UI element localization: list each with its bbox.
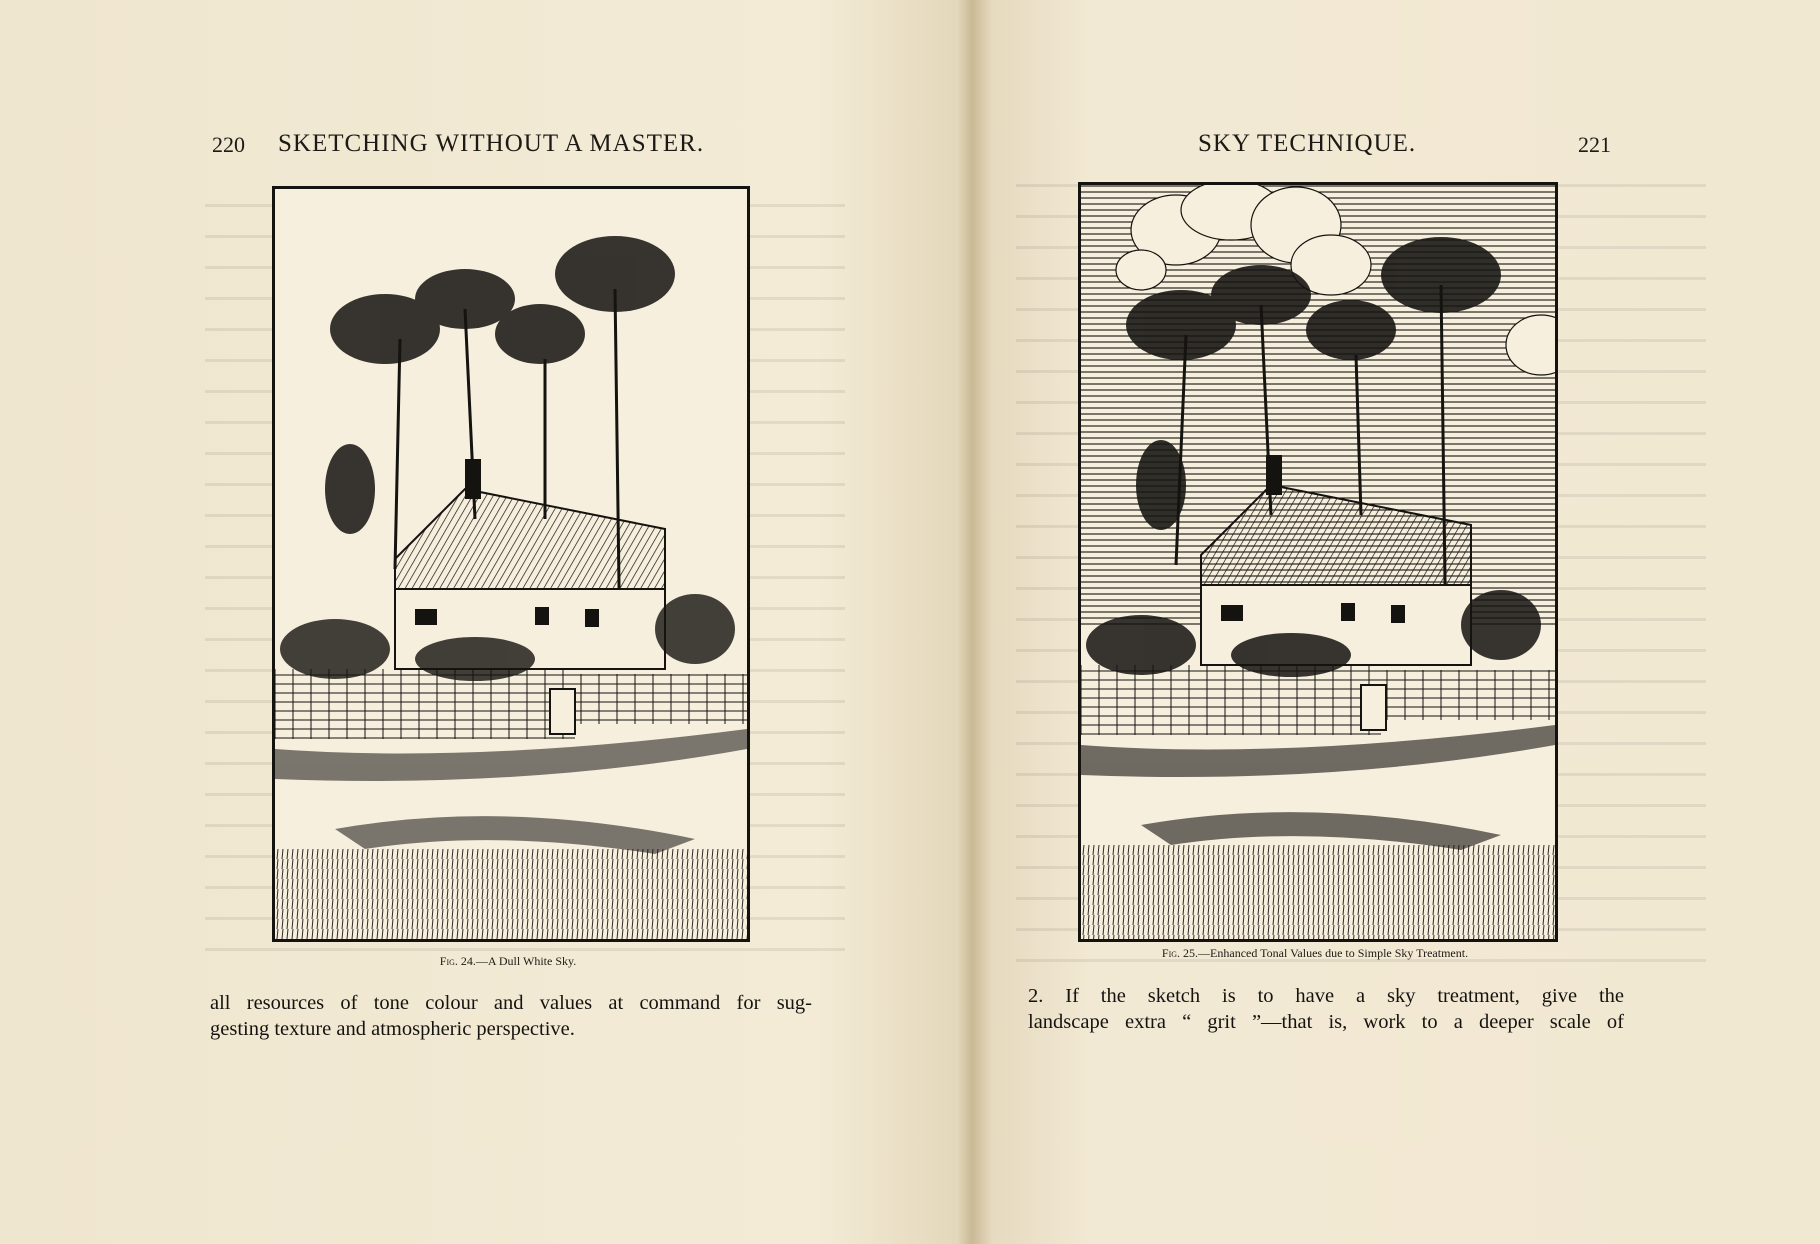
body-line: gesting texture and atmospheric perspective. bbox=[210, 1018, 575, 1040]
left-page bbox=[0, 0, 905, 1244]
cottage-landscape-illustration bbox=[1081, 185, 1555, 939]
cottage-landscape-illustration bbox=[275, 189, 747, 939]
page-number: 220 bbox=[212, 132, 245, 157]
figure-number: Fig. 25. bbox=[1161, 946, 1199, 960]
figure-illustration bbox=[272, 186, 750, 942]
body-text bbox=[210, 990, 812, 1042]
running-head: SKY TECHNIQUE. bbox=[1198, 130, 1417, 157]
figure-number: Fig. 24. bbox=[439, 954, 476, 968]
figure-illustration bbox=[1078, 182, 1558, 942]
body-text bbox=[1028, 983, 1624, 1035]
right-page bbox=[916, 0, 1820, 1244]
body-line: landscape extra “ grit ”—that is, work to a deeper scale of bbox=[1028, 1011, 1624, 1033]
body-line: all resources of tone colour and values at command for sug- bbox=[210, 992, 812, 1014]
caption-text: —Enhanced Tonal Values due to Simple Sky Treatment. bbox=[1198, 946, 1469, 960]
page-number: 221 bbox=[1578, 132, 1611, 157]
figure-caption bbox=[272, 954, 744, 969]
running-head: SKETCHING WITHOUT A MASTER. bbox=[278, 130, 705, 157]
figure-caption bbox=[1066, 946, 1564, 961]
caption-text: —A Dull White Sky. bbox=[475, 954, 577, 968]
body-line: 2. If the sketch is to have a sky treatment, give the bbox=[1028, 985, 1624, 1007]
